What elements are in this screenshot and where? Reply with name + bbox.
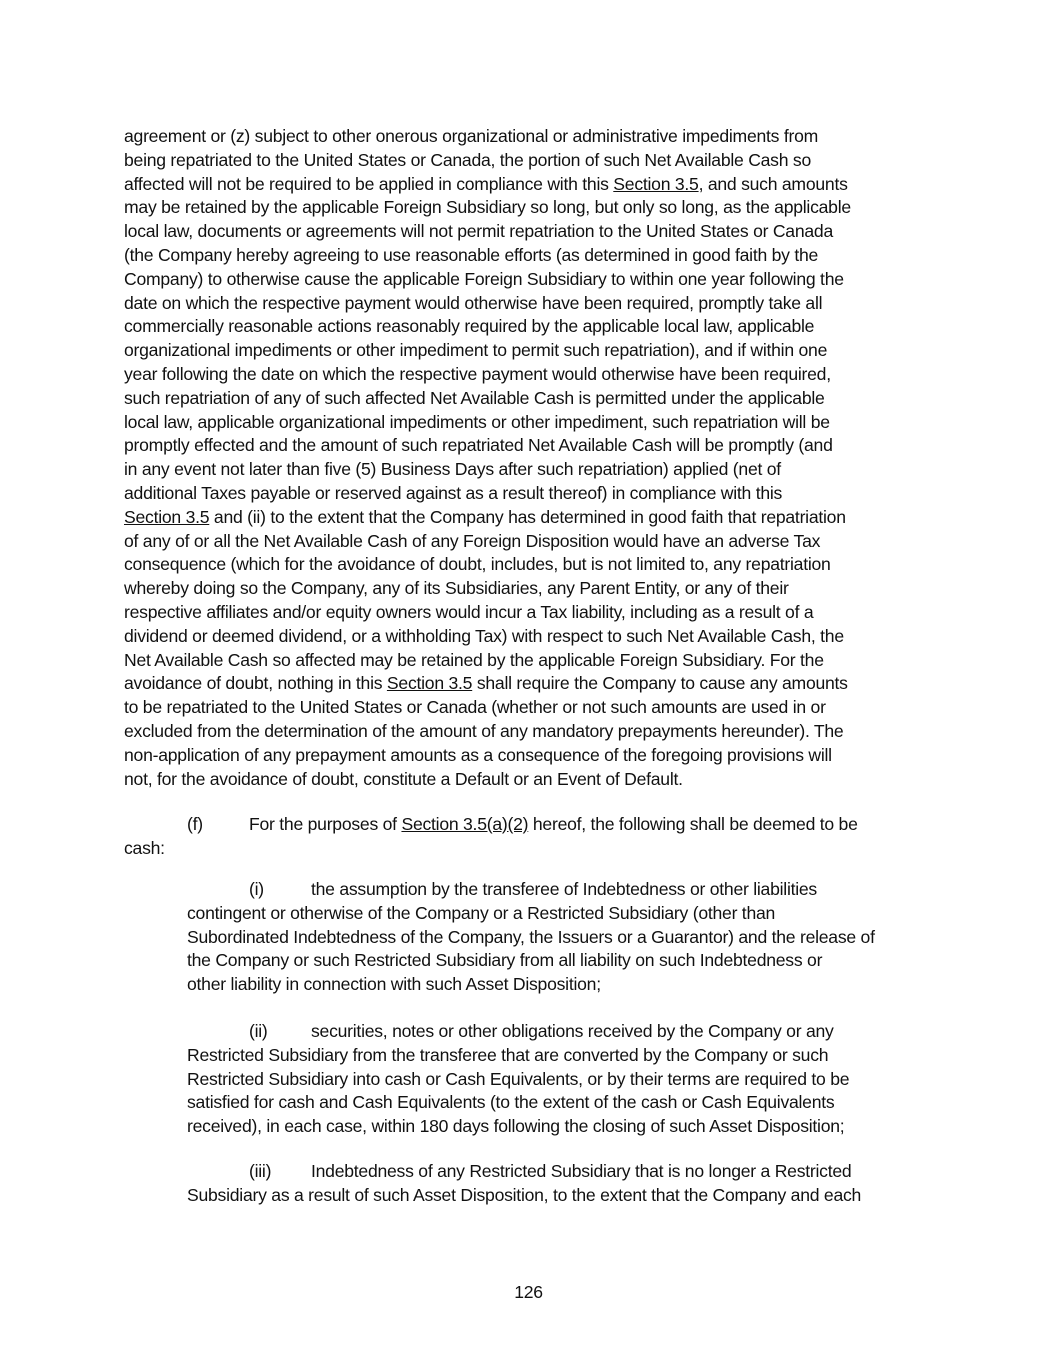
text-run: other liability in connection with such Asset Disposition; (187, 974, 601, 995)
text-run: received), in each case, within 180 days following the closing of such Asset Disposition; (187, 1116, 845, 1137)
text-line (124, 196, 851, 220)
text-run: additional Taxes payable or reserved against as a result thereof) in compliance with this (124, 482, 783, 503)
clause-first-line (124, 813, 858, 837)
text-line (124, 744, 851, 768)
text-line (124, 768, 851, 792)
text-line (124, 411, 851, 435)
text-run: promptly effected and the amount of such repatriated Net Available Cash will be promptly (and (124, 435, 833, 456)
clause-marker: (f) (187, 814, 203, 834)
text-line (187, 1115, 849, 1139)
text-line (124, 173, 851, 197)
text-line (124, 339, 851, 363)
text-line (124, 244, 851, 268)
text-line (124, 315, 851, 339)
text-run: the Company or such Restricted Subsidiary from all liability on such Indebtedness or (187, 950, 823, 971)
text-line (187, 1184, 861, 1208)
clause-f (124, 813, 858, 861)
text-run: contingent or otherwise of the Company or a Restricted Subsidiary (other than (187, 902, 776, 923)
text-run: not, for the avoidance of doubt, constitute a Default or an Event of Default. (124, 768, 683, 789)
text-run: satisfied for cash and Cash Equivalents (to the extent of the cash or Cash Equivalents (187, 1092, 835, 1113)
clause-ii (187, 1020, 849, 1139)
clause-first-line (187, 1160, 861, 1184)
text-run: and (ii) to the extent that the Company has determined in good faith that repatriation (209, 506, 846, 527)
text-run: cash: (124, 837, 165, 858)
text-run: of any of or all the Net Available Cash of any Foreign Disposition would have an adverse Tax (124, 530, 821, 551)
clause-text (311, 1020, 834, 1044)
text-run: respective affiliates and/or equity owners would incur a Tax liability, including as a result of a (124, 601, 814, 622)
text-line (187, 1044, 849, 1068)
text-run: shall require the Company to cause any amounts (472, 673, 848, 694)
text-run: Subsidiary as a result of such Asset Disposition, to the extent that the Company and each (187, 1184, 862, 1205)
text-line (124, 601, 851, 625)
text-run: year following the date on which the respective payment would otherwise have been required, (124, 363, 831, 384)
text-run: local law, documents or agreements will not permit repatriation to the United States or Canada (124, 221, 833, 242)
text-line (124, 125, 851, 149)
text-line (124, 649, 851, 673)
text-line (124, 292, 851, 316)
clause-marker: (i) (249, 879, 264, 899)
text-line (124, 268, 851, 292)
text-run: Subordinated Indebtedness of the Company, the Issuers or a Guarantor) and the release of (187, 926, 875, 947)
text-run: affected will not be required to be applied in compliance with this (124, 173, 614, 194)
text-run: the assumption by the transferee of Indebtedness or other liabilities (311, 879, 817, 899)
text-line (124, 482, 851, 506)
text-line (124, 720, 851, 744)
text-line (187, 1068, 849, 1092)
text-run: may be retained by the applicable Foreign Subsidiary so long, but only so long, as the applicable (124, 197, 851, 218)
text-run: commercially reasonable actions reasonably required by the applicable local law, applicable (124, 316, 815, 337)
text-line (124, 577, 851, 601)
text-run: whereby doing so the Company, any of its Subsidiaries, any Parent Entity, or any of their (124, 578, 789, 599)
text-run: , and such amounts (698, 173, 848, 194)
text-run: such repatriation of any of such affected Net Available Cash is permitted under the applicable (124, 387, 825, 408)
text-line (124, 149, 851, 173)
text-run: excluded from the determination of the amount of any mandatory prepayments hereunder). The (124, 720, 844, 741)
text-run: date on which the respective payment would otherwise have been required, promptly take all (124, 292, 823, 313)
text-line (124, 458, 851, 482)
text-run: avoidance of doubt, nothing in this (124, 673, 387, 694)
text-run: For the purposes of (249, 814, 402, 834)
clause-i (187, 878, 875, 997)
text-line (124, 625, 851, 649)
text-run: non-application of any prepayment amounts as a consequence of the foregoing provisions will (124, 744, 832, 765)
text-run: to be repatriated to the United States or Canada (whether or not such amounts are used in or (124, 697, 826, 718)
text-run: securities, notes or other obligations received by the Company or any (311, 1021, 834, 1041)
text-run: agreement or (z) subject to other onerous organizational or administrative impediments from (124, 126, 819, 146)
clause-text (311, 1160, 851, 1184)
text-line (187, 926, 875, 950)
page-number: 126 (514, 1282, 543, 1302)
text-line (124, 387, 851, 411)
section-reference: Section 3.5(a)(2) (401, 814, 529, 834)
text-run: Net Available Cash so affected may be retained by the applicable Foreign Subsidiary. For the (124, 649, 824, 670)
text-run: Indebtedness of any Restricted Subsidiary that is no longer a Restricted (311, 1161, 852, 1181)
text-line (124, 434, 851, 458)
text-line (124, 696, 851, 720)
clause-iii (187, 1160, 861, 1208)
text-line (187, 902, 875, 926)
text-run: Restricted Subsidiary into cash or Cash Equivalents, or by their terms are required to be (187, 1068, 850, 1089)
text-run: hereof, the following shall be deemed to be (528, 814, 858, 834)
text-line (124, 837, 165, 861)
text-run: Company) to otherwise cause the applicable Foreign Subsidiary to within one year following the (124, 268, 844, 289)
paragraph-main (124, 125, 851, 791)
text-line (124, 363, 851, 387)
section-reference: Section 3.5 (386, 673, 473, 694)
text-run: (the Company hereby agreeing to use reasonable efforts (as determined in good faith by the (124, 244, 819, 265)
text-run: local law, applicable organizational impediments or other impediment, such repatriation will be (124, 411, 830, 432)
section-reference: Section 3.5 (124, 506, 210, 527)
text-line (187, 973, 875, 997)
text-run: in any event not later than five (5) Business Days after such repatriation) applied (net of (124, 459, 781, 480)
text-run: consequence (which for the avoidance of doubt, includes, but is not limited to, any repatriation (124, 554, 831, 575)
text-run: dividend or deemed dividend, or a withholding Tax) with respect to such Net Available Cash, the (124, 625, 844, 646)
clause-text (249, 813, 858, 837)
clause-first-line (187, 1020, 849, 1044)
clause-text (311, 878, 817, 902)
text-line (187, 1091, 849, 1115)
text-run: being repatriated to the United States or Canada, the portion of such Net Available Cash so (124, 149, 811, 170)
section-reference: Section 3.5 (613, 173, 699, 194)
text-line (124, 506, 851, 530)
text-run: Restricted Subsidiary from the transferee that are converted by the Company or such (187, 1044, 829, 1065)
clause-first-line (187, 878, 875, 902)
text-run: organizational impediments or other impediment to permit such repatriation), and if within one (124, 340, 828, 361)
clause-marker: (ii) (249, 1021, 268, 1041)
clause-marker: (iii) (249, 1161, 272, 1181)
text-line (124, 530, 851, 554)
text-line (187, 949, 875, 973)
text-line (124, 553, 851, 577)
text-line (124, 220, 851, 244)
text-line (124, 672, 851, 696)
